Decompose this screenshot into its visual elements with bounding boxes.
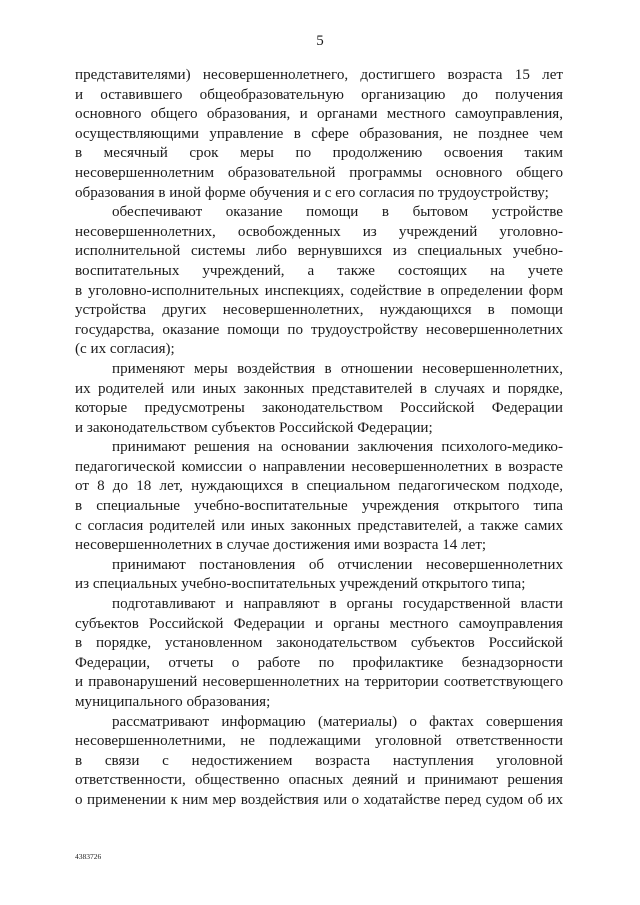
document-body xyxy=(75,66,563,811)
text-line: в месячный срок меры по продолжению освоения таким xyxy=(75,145,563,162)
paragraph xyxy=(75,66,563,203)
text-line: которые предусмотрены законодательством Российской Федерации xyxy=(75,400,563,417)
text-line: несовершеннолетним образовательной программы основного общего xyxy=(75,164,563,181)
text-line: осуществляющими управление в сфере образования, не позднее чем xyxy=(75,125,563,142)
text-line: и оставившего общеобразовательную организацию до получения xyxy=(75,86,563,103)
text-line: принимают решения на основании заключения психолого-медико- xyxy=(112,439,563,456)
text-line: основного общего образования, и органами местного самоуправления, xyxy=(75,106,563,123)
text-line: несовершеннолетних в случае достижения ими возраста 14 лет; xyxy=(75,537,487,554)
text-line: применяют меры воздействия в отношении несовершеннолетних, xyxy=(112,360,563,377)
text-line: с согласия родителей или иных законных представителей, а также самих xyxy=(75,517,563,534)
paragraph xyxy=(75,203,563,360)
text-line: принимают постановления об отчислении несовершеннолетних xyxy=(112,556,563,573)
text-line: в порядке, установленном законодательством субъектов Российской xyxy=(75,635,563,652)
text-line: устройства других несовершеннолетних, нуждающихся в помощи xyxy=(75,302,563,319)
text-line: несовершеннолетних, освобожденных из учреждений уголовно- xyxy=(75,223,563,240)
paragraph xyxy=(75,438,563,556)
text-line: и законодательством субъектов Российской Федерации; xyxy=(75,419,433,436)
text-line: муниципального образования; xyxy=(75,694,271,710)
text-line: исполнительной системы либо вернувшихся из специальных учебно- xyxy=(75,243,563,260)
text-line: в связи с недостижением возраста наступления уголовной xyxy=(75,752,563,769)
text-line: из специальных учебно-воспитательных учреждений открытого типа; xyxy=(75,576,526,593)
text-line: в уголовно-исполнительных инспекциях, содействие в определении форм xyxy=(75,282,563,299)
paragraph xyxy=(75,360,563,438)
paragraph xyxy=(75,595,563,713)
text-line: педагогической комиссии о направлении несовершеннолетних в возрасте xyxy=(75,458,563,475)
text-line: и правонарушений несовершеннолетних на территории соответствующего xyxy=(75,674,563,691)
text-line: от 8 до 18 лет, нуждающихся в специальном педагогическом подходе, xyxy=(75,478,563,495)
text-line: несовершеннолетними, не подлежащими уголовной ответственности xyxy=(75,733,563,750)
paragraph xyxy=(75,556,563,595)
text-line: о применении к ним мер воздействия или о ходатайстве перед судом об их xyxy=(75,791,563,808)
document-code: 4383726 xyxy=(75,852,102,861)
text-line: государства, оказание помощи по трудоустройству несовершеннолетних xyxy=(75,321,563,338)
text-line: субъектов Российской Федерации и органы местного самоуправления xyxy=(75,615,563,632)
text-line: в специальные учебно-воспитательные учреждения открытого типа xyxy=(75,498,563,515)
paragraph xyxy=(75,713,563,811)
text-line: подготавливают и направляют в органы государственной власти xyxy=(112,596,563,613)
text-line: Федерации, отчеты о работе по профилактике безнадзорности xyxy=(75,654,563,671)
text-line: ответственности, общественно опасных деяний и принимают решения xyxy=(75,772,563,789)
text-line: (с их согласия); xyxy=(75,341,175,358)
page-number: 5 xyxy=(316,33,324,49)
text-line: представителями) несовершеннолетнего, достигшего возраста 15 лет xyxy=(75,67,563,83)
text-line: их родителей или иных законных представителей в случаях и порядке, xyxy=(75,380,563,397)
text-line: образования в иной форме обучения и с его согласия по трудоустройству; xyxy=(75,184,549,201)
text-line: рассматривают информацию (материалы) о фактах совершения xyxy=(112,713,563,730)
text-line: обеспечивают оказание помощи в бытовом устройстве xyxy=(112,204,563,221)
text-line: воспитательных учреждений, а также состоящих на учете xyxy=(75,262,563,279)
